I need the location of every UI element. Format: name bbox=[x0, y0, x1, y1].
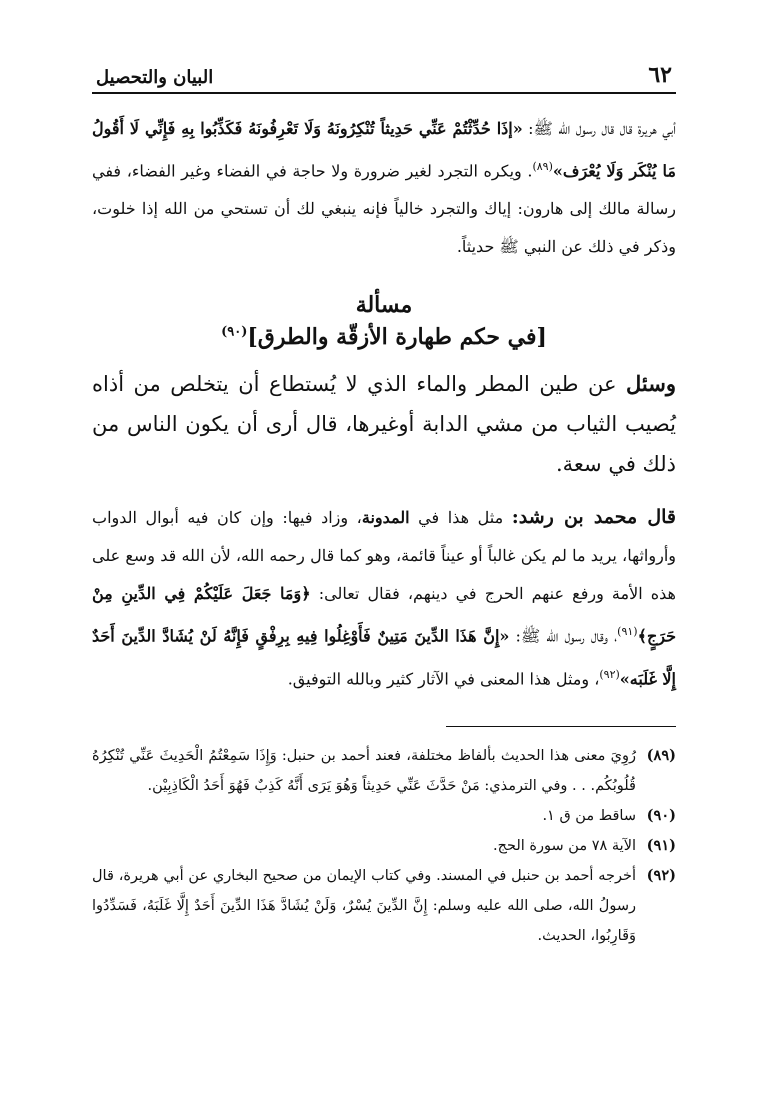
answer-paragraph bbox=[92, 498, 676, 698]
page-number: ٦٢ bbox=[648, 62, 672, 88]
footnote-number: (٩٠) bbox=[646, 806, 676, 824]
running-header bbox=[92, 62, 676, 94]
footnote-number: (٨٩) bbox=[646, 746, 676, 764]
question-paragraph bbox=[92, 364, 676, 484]
answer-hadith-quote: «إِنَّ هَذَا الدِّينَ مَتِينٌ فَأَوْغِلُوا فِيهِ بِرِفْقٍ فَإِنَّهُ لَنْ يُشَادَّ الدِّينَ أَحَدٌ إِلَّا غَلَبَه» bbox=[92, 626, 676, 688]
footnote-89 bbox=[92, 741, 676, 801]
answer-text-3: ، وقال رسول الله ﷺ: bbox=[509, 626, 618, 646]
question-lead: وسئل bbox=[626, 371, 676, 397]
section-subtitle bbox=[92, 324, 676, 350]
footnote-92 bbox=[92, 861, 676, 951]
intro-hadith-quote: «إذَا حُدِّثْتُمْ عَنِّي حَدِيثاً تُنْكِرُونَهُ وَلَا تَعْرِفُونَهُ فَكَذِّبُوا بِهِ فَإِنِّي لَا أَقُولُ مَا يُنْكَر وَلَا يُعْرَف» bbox=[92, 119, 677, 181]
answer-lead: قال محمد بن رشد: bbox=[511, 506, 677, 529]
answer-quran-verse: ﴿وَمَا جَعَلَ عَلَيْكُمْ فِي الدِّينِ مِنْ حَرَجٍ﴾ bbox=[92, 584, 676, 646]
footnote-divider bbox=[446, 726, 676, 727]
section-subtitle-text: [في حكم طهارة الأزقّة والطرق] bbox=[247, 324, 547, 351]
footnote-91 bbox=[92, 831, 676, 861]
section-title: مسألة bbox=[355, 292, 413, 319]
footnote-text: أخرجه أحمد بن حنبل في المسند. وفي كتاب الإيمان من صحيح البخاري عن أبي هريرة، قال رسولُ الله، صلى الله عليه وسلم: إِنَّ الدِّينَ يُسْرٌ، وَلَنْ يُشَادَّ هَذَا الدِّينَ أَحَدٌ إِلَّا غَلَبَهُ، فَسَدِّدُوا وَقَارِبُوا، الحديث. bbox=[92, 867, 636, 944]
answer-source-mudawwana: المدونة bbox=[361, 508, 410, 528]
footnote-number: (٩١) bbox=[646, 836, 676, 854]
answer-text-1: مثل هذا في bbox=[409, 508, 512, 528]
footnote-text: ساقط من ق ١. bbox=[542, 807, 636, 824]
footnote-ref-90: (٩٠) bbox=[221, 325, 248, 340]
intro-text-2: . ويكره التجرد لغير ضرورة ولا حاجة في الفضاء وغير الفضاء، ففي رسالة مالك إلى هارون: إياك والتجرد خالياً فإنه ينبغي لك أن تستحي من الله إذا خلوت، وذكر في ذلك عن النبي ﷺ حديثاً. bbox=[92, 161, 676, 257]
footnote-90 bbox=[92, 801, 676, 831]
intro-paragraph bbox=[92, 110, 676, 266]
book-title: البيان والتحصيل bbox=[96, 67, 214, 88]
footnote-ref-91: (٩١) bbox=[617, 625, 638, 639]
footnote-ref-89: (٨٩) bbox=[532, 160, 553, 173]
footnote-text: الآية ٧٨ من سورة الحج. bbox=[493, 837, 636, 854]
answer-text-4: ، ومثل هذا المعنى في الآثار كثير وبالله التوفيق. bbox=[287, 668, 600, 688]
intro-text-1: أبي هريرة قال قال رسول الله ﷺ: bbox=[522, 119, 676, 138]
footnotes bbox=[92, 741, 676, 951]
answer-text-2: ، وزاد فيها: وإن كان فيه أبوال الدواب وأرواثها، يريد ما لم يكن غالباً أو عيناً قائمة، وهو كما قال رحمه الله، لأن الله قد وسع على هذه الأمة ورفع عنهم الحرج في دينهم، فقال تعالى: bbox=[92, 508, 676, 604]
footnote-number: (٩٢) bbox=[646, 866, 676, 884]
footnote-ref-92: (٩٢) bbox=[599, 667, 620, 681]
footnote-text: رُوِيَ معنى هذا الحديث بألفاظ مختلفة، فعند أحمد بن حنبل: وَإِذَا سَمِعْتُمُ الْحَدِيثَ عَنِّي تُنْكِرُهُ قُلُوبُكُم. . . وفي الترمذي: مَنْ حَدَّثَ عَنِّي حَدِيثاً وَهُوَ يَرَى أَنَّهُ كَذِبٌ فَهُوَ أَحَدُ الْكَاذِبِيْن. bbox=[92, 747, 636, 794]
question-text: عن طين المطر والماء الذي لا يُستطاع أن يتخلص من أذاه يُصيب الثياب من مشي الدابة أوغيرها، قال أرى أن يكون الناس من ذلك في سعة. bbox=[92, 372, 676, 477]
